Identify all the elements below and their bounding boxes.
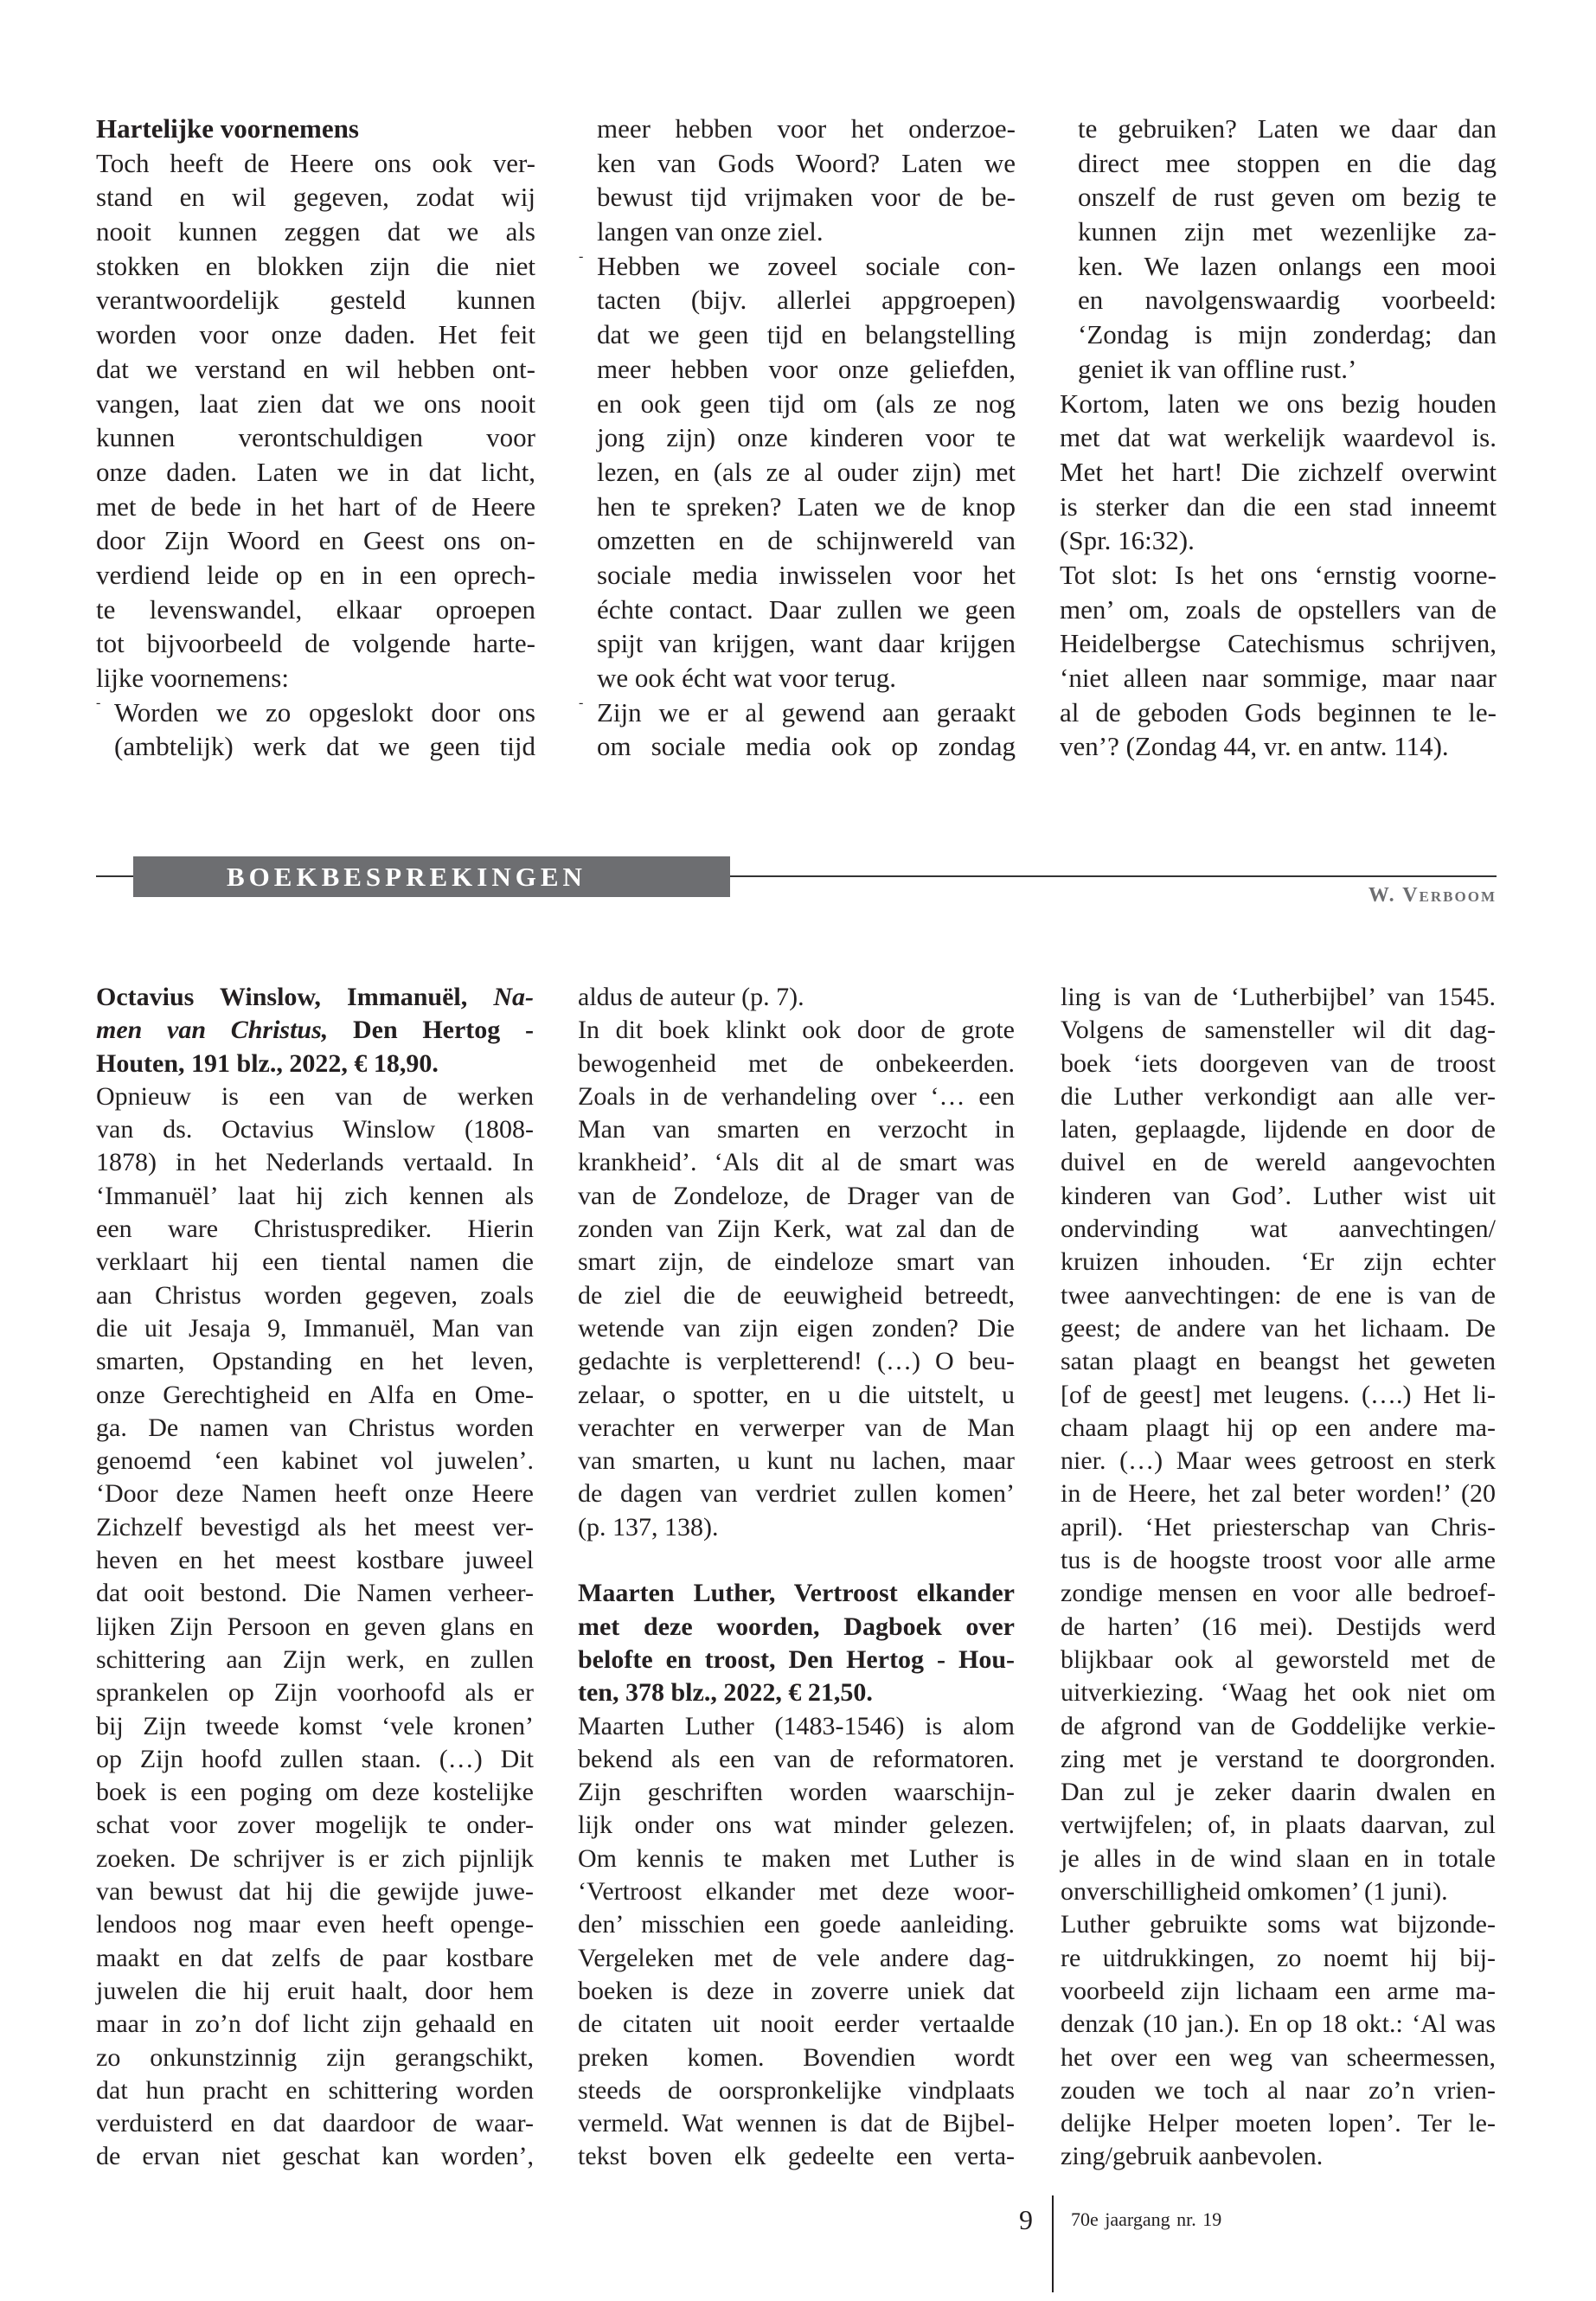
text-line: ga. De namen van Christus worden: [96, 1413, 534, 1442]
text-line: kunnen zijn met wezenlijke za-: [1078, 216, 1497, 247]
text-line: Zoals in de verhandeling over ‘… een: [578, 1081, 1015, 1111]
text-line: 1878) in het Nederlands vertaald. In: [96, 1148, 534, 1177]
text-line: ‘Zondag is mijn zonderdag; dan: [1078, 319, 1497, 350]
text-line: [96, 981, 534, 1014]
spacer: [578, 1544, 1015, 1577]
text-line: vertwijfelen; of, in plaats daarvan, zul: [1061, 1811, 1496, 1840]
text-line: bij Zijn tweede komst ‘vele kronen’: [96, 1711, 534, 1740]
paragraph: [1060, 112, 1497, 387]
text-line: worden voor onze daden. Het feit: [96, 319, 535, 350]
text-line: Kortom, laten we ons bezig houden: [1060, 388, 1497, 419]
text-line: spijt van krijgen, want daar krijgen: [597, 628, 1016, 659]
text-line: preken komen. Bovendien wordt: [578, 2042, 1015, 2072]
text-line: [of de geest] met leugens. (….) Het li-: [1061, 1380, 1496, 1409]
text-line: lendoos nog maar even heeft openge-: [96, 1910, 534, 1939]
text-line: zo onkunstzinnig zijn gerangschikt,: [96, 2042, 534, 2072]
text-line: bewogenheid met de onbekeerden.: [578, 1048, 1015, 1078]
text-line: te levenswandel, elkaar oproepen: [96, 593, 535, 625]
text-line: verdiend leide op en in een oprech-: [96, 559, 535, 590]
text-line: Houten, 191 blz., 2022, € 18,90.: [96, 1048, 439, 1078]
text-line: direct mee stoppen en die dag: [1078, 147, 1497, 178]
text-line: omzetten en de schijnwereld van: [597, 525, 1016, 556]
text-line: Tot slot: Is het ons ‘ernstig voorne-: [1060, 559, 1497, 590]
text-line: Hebben we zoveel sociale con-: [597, 250, 1016, 281]
text-line: Opnieuw is een van de werken: [96, 1081, 534, 1111]
paragraph: [579, 112, 1016, 249]
text-line: die Luther verkondigt aan alle ver-: [1061, 1081, 1496, 1111]
text-line: zouden we toch al naar zo’n vrien-: [1061, 2075, 1496, 2105]
text-line: meer hebben voor onze geliefden,: [597, 353, 1016, 384]
review-column-1: [96, 981, 534, 2174]
text-line: satan plaagt en beangst het geweten: [1061, 1347, 1496, 1376]
text-line: belofte en troost, Den Hertog - Hou-: [578, 1644, 1015, 1674]
text-line: Zijn we er al gewend aan geraakt: [597, 696, 1016, 727]
text-line: Zichzelf bevestigd als het meest ver-: [96, 1512, 534, 1541]
text-line: stand en wil gegeven, zodat wij: [96, 182, 535, 213]
text-line: juwelen die hij eruit haalt, door hem: [96, 1976, 534, 2005]
text-line: Worden we zo opgeslokt door ons: [114, 696, 535, 727]
section-title-band: BOEKBESPREKINGEN: [133, 856, 730, 897]
text-line: de harten’ (16 mei). Destijds werd: [1061, 1612, 1496, 1641]
text-line: ten, 378 blz., 2022, € 21,50.: [578, 1678, 873, 1708]
article-column-1: [96, 112, 535, 764]
heading: [96, 981, 534, 1080]
text-line: Maarten Luther, Vertroost elkander: [578, 1579, 1015, 1608]
text-line: zondige mensen en voor alle bedroef-: [1061, 1579, 1496, 1608]
text-line: om sociale media ook op zondag: [597, 731, 1016, 762]
paragraph: [1060, 387, 1497, 558]
text-line: tus is de hoogste troost voor alle arme: [1061, 1546, 1496, 1575]
text-line: heven en het meest kostbare juweel: [96, 1546, 534, 1575]
page-number: 9: [1019, 2204, 1033, 2235]
text-line: Volgens de samensteller wil dit dag-: [1061, 1016, 1496, 1045]
text-line: en ook geen tijd om (als ze nog: [597, 388, 1016, 419]
text-line: smart zijn, de eindeloze smart van: [578, 1247, 1015, 1277]
text-line: krankheid’. ‘Als dit al de smart was: [578, 1148, 1015, 1177]
italic-title-segment: men van Christus,: [96, 1016, 329, 1045]
text-line: dat we geen tijd en belangstelling: [597, 319, 1016, 350]
article-column-3: [1060, 112, 1497, 764]
text-segment: Octavius Winslow, Immanuël,: [96, 983, 494, 1011]
italic-title-segment: Na-: [493, 983, 534, 1011]
text-line: lijken Zijn Persoon en geven glans en: [96, 1612, 534, 1641]
heading: [96, 112, 535, 146]
text-segment: Den Hertog -: [328, 1016, 534, 1045]
text-line: kinderen van God’. Luther wist uit: [1061, 1181, 1496, 1210]
text-line: sprankelen op Zijn voorhoofd als er: [96, 1678, 534, 1708]
text-line: Luther gebruikte soms wat bijzonde-: [1061, 1910, 1496, 1939]
text-line: vangen, laat zien dat we ons nooit: [96, 388, 535, 419]
text-line: dat ooit bestond. Die Namen verheer-: [96, 1579, 534, 1608]
text-line: nooit kunnen zeggen dat we als: [96, 216, 535, 247]
text-line: maar in zo’n dof licht zijn gehaald en: [96, 2009, 534, 2039]
text-line: schittering aan Zijn werk, en zullen: [96, 1644, 534, 1674]
text-line: de afgrond van de Goddelijke verkie-: [1061, 1711, 1496, 1740]
text-line: meer hebben voor het onderzoe-: [597, 113, 1016, 144]
text-line: onze Gerechtigheid en Alfa en Ome-: [96, 1380, 534, 1409]
paragraph: [578, 981, 1015, 1014]
article-column-2: [579, 112, 1016, 764]
text-line: twee aanvechtingen: de ene is van de: [1061, 1280, 1496, 1310]
text-line: langen van onze ziel.: [597, 216, 824, 247]
text-line: Zijn geschriften worden waarschijn-: [578, 1778, 1015, 1807]
text-line: maakt en dat zelfs de paar kostbare: [96, 1943, 534, 1972]
text-line: Met het hart! Die zichzelf overwint: [1060, 456, 1497, 487]
text-line: en navolgenswaardig voorbeeld:: [1078, 285, 1497, 316]
text-line: onze daden. Laten we in dat licht,: [96, 456, 535, 487]
text-line: door Zijn Woord en Geest ons on-: [96, 525, 535, 556]
text-line: duivel en de wereld aangevochten: [1061, 1148, 1496, 1177]
text-line: lijke voornemens:: [96, 663, 289, 693]
paragraph: [578, 1014, 1015, 1544]
text-line: hen te spreken? Laten we de knop: [597, 490, 1016, 522]
paragraph: [1061, 1908, 1496, 2173]
text-line: jong zijn) onze kinderen voor te: [597, 422, 1016, 453]
text-line: de citaten uit nooit eerder vertaalde: [578, 2009, 1015, 2039]
text-line: we ook écht wat voor terug.: [597, 663, 897, 693]
text-line: boek is een poging om deze kostelijke: [96, 1778, 534, 1807]
text-line: tot bijvoorbeeld de volgende harte-: [96, 628, 535, 659]
text-line: échte contact. Daar zullen we geen: [597, 593, 1016, 625]
text-line: den’ misschien een goede aanleiding.: [578, 1910, 1015, 1939]
text-line: sociale media inwisselen voor het: [597, 559, 1016, 590]
text-line: chaam plaagt hij op een andere ma-: [1061, 1413, 1496, 1442]
text-line: ‘Door deze Namen heeft onze Heere: [96, 1479, 534, 1509]
text-line: een ware Christusprediker. Hierin: [96, 1215, 534, 1244]
text-line: [96, 1014, 534, 1047]
text-line: ven’? (Zondag 44, vr. en antw. 114).: [1060, 731, 1449, 762]
text-line: re uitdrukkingen, zo noemt hij bij-: [1061, 1943, 1496, 1972]
text-line: met de bede in het hart of de Heere: [96, 490, 535, 522]
text-line: geest; de andere van het lichaam. De: [1061, 1313, 1496, 1343]
text-line: aan Christus worden gegeven, zoals: [96, 1280, 534, 1310]
text-line: blijkbaar ook al geworsteld met de: [1061, 1644, 1496, 1674]
text-line: de ervan niet geschat kan worden’,: [96, 2142, 534, 2171]
text-line: men’ om, zoals de opstellers van de: [1060, 593, 1497, 625]
text-line: op Zijn hoofd zullen staan. (…) Dit: [96, 1744, 534, 1773]
text-line: in de Heere, het zal beter worden!’ (20: [1061, 1479, 1496, 1509]
text-line: dat we verstand en wil hebben ont-: [96, 353, 535, 384]
text-line: aldus de auteur (p. 7).: [578, 983, 804, 1011]
text-line: wetende van zijn eigen zonden? Die: [578, 1313, 1015, 1343]
text-line: zing met je verstand te doorgronden.: [1061, 1744, 1496, 1773]
text-line: van bewust dat hij die gewijde juwe-: [96, 1877, 534, 1907]
text-line: de ziel die de eeuwigheid betreedt,: [578, 1280, 1015, 1310]
bullet-item: [579, 249, 1016, 695]
text-line: verantwoordelijk gesteld kunnen: [96, 285, 535, 316]
footer-divider: [1052, 2195, 1054, 2292]
text-line: zoeken. De schrijver is er zich pijnlijk: [96, 1843, 534, 1873]
text-line: bekend als een van de reformatoren.: [578, 1744, 1015, 1773]
paragraph: [1061, 981, 1496, 1908]
text-line: In dit boek klinkt ook door de grote: [578, 1016, 1015, 1045]
issue-info: 70e jaargang nr. 19: [1071, 2208, 1222, 2230]
text-line: dat hun pracht en schittering worden: [96, 2075, 534, 2105]
text-line: ‘Immanuël’ laat hij zich kennen als: [96, 1181, 534, 1210]
text-line: delijke Helper moeten lopen’. Ter le-: [1061, 2109, 1496, 2138]
text-line: ken van Gods Woord? Laten we: [597, 147, 1016, 178]
text-line: al de geboden Gods beginnen te le-: [1060, 696, 1497, 727]
text-line: Toch heeft de Heere ons ook ver-: [96, 147, 535, 178]
text-line: stokken en blokken zijn die niet: [96, 250, 535, 281]
text-line: nier. (…) Maar wees getroost en sterk: [1061, 1446, 1496, 1476]
paragraph: [96, 146, 535, 695]
text-line: uitverkiezing. ‘Waag het ook niet om: [1061, 1678, 1496, 1708]
text-line: boeken is deze in zoverre uniek dat: [578, 1976, 1015, 2005]
bullet-item: [96, 695, 535, 764]
text-line: voorbeeld zijn lichaam een arme ma-: [1061, 1976, 1496, 2005]
text-line: lijk onder ons wat minder gelezen.: [578, 1811, 1015, 1840]
section-author: W. Verboom: [1368, 884, 1497, 907]
text-line: genoemd ‘een kabinet vol juwelen’.: [96, 1446, 534, 1476]
text-line: schat voor zover mogelijk te onder-: [96, 1811, 534, 1840]
text-line: smarten, Opstanding en het leven,: [96, 1347, 534, 1376]
text-line: ling is van de ‘Lutherbijbel’ van 1545.: [1061, 983, 1496, 1011]
text-line: geniet ik van offline rust.’: [1078, 353, 1357, 384]
bullet-dash: -: [96, 695, 101, 710]
text-line: met dat wat werkelijk waardevol is.: [1060, 422, 1497, 453]
text-line: ken. We lazen onlangs een mooi: [1078, 250, 1497, 281]
text-line: Heidelbergse Catechismus schrijven,: [1060, 628, 1497, 659]
text-line: Vergeleken met de vele andere dag-: [578, 1943, 1015, 1972]
review-column-3: [1061, 981, 1496, 2174]
text-line: laten, geplaagde, lijdende en door de: [1061, 1115, 1496, 1144]
text-line: onszelf de rust geven om bezig te: [1078, 182, 1497, 213]
text-line: gedachte is verpletterend! (…) O beu-: [578, 1347, 1015, 1376]
text-line: Maarten Luther (1483-1546) is alom: [578, 1711, 1015, 1740]
text-line: van ds. Octavius Winslow (1808-: [96, 1115, 534, 1144]
text-line: Hartelijke voornemens: [96, 113, 359, 144]
text-line: zonden van Zijn Kerk, wat zal dan de: [578, 1215, 1015, 1244]
text-line: tacten (bijv. allerlei appgroepen): [597, 285, 1016, 316]
bullet-dash: -: [579, 248, 584, 264]
text-line: (ambtelijk) werk dat we geen tijd: [114, 731, 535, 762]
text-line: het over een weg van scheermessen,: [1061, 2042, 1496, 2072]
text-line: bewust tijd vrijmaken voor de be-: [597, 182, 1016, 213]
text-line: kunnen verontschuldigen voor: [96, 422, 535, 453]
text-line: verduisterd en dat daardoor de waar-: [96, 2109, 534, 2138]
paragraph: [96, 1080, 534, 2174]
text-line: is sterker dan die een stad inneemt: [1060, 490, 1497, 522]
text-line: kruizen inhouden. ‘Er zijn echter: [1061, 1247, 1496, 1277]
text-line: (Spr. 16:32).: [1060, 525, 1195, 556]
text-line: vermeld. Wat wennen is dat de Bijbel-: [578, 2109, 1015, 2138]
paragraph: [578, 1710, 1015, 2174]
text-line: Dan zul je zeker daarin dwalen en: [1061, 1778, 1496, 1807]
paragraph: [1060, 558, 1497, 764]
text-line: Man van smarten en verzocht in: [578, 1115, 1015, 1144]
heading: [578, 1577, 1015, 1709]
text-line: april). ‘Het priesterschap van Chris-: [1061, 1512, 1496, 1541]
text-line: die uit Jesaja 9, Immanuël, Man van: [96, 1313, 534, 1343]
text-line: steeds de oorspronkelijke vindplaats: [578, 2075, 1015, 2105]
text-line: je alles in de wind slaan en in totale: [1061, 1843, 1496, 1873]
text-line: ondervinding wat aanvechtingen/: [1061, 1215, 1496, 1244]
bullet-item: [579, 695, 1016, 764]
review-column-2: [578, 981, 1015, 2174]
text-line: van de Zondeloze, de Drager van de: [578, 1181, 1015, 1210]
text-line: van smarten, u kunt nu lachen, maar: [578, 1446, 1015, 1476]
text-line: tekst boven elk gedeelte een verta-: [578, 2142, 1015, 2171]
text-line: denzak (10 jan.). En op 18 okt.: ‘Al was: [1061, 2009, 1496, 2039]
text-line: lezen, en (als ze al ouder zijn) met: [597, 456, 1016, 487]
text-line: verklaart hij een tiental namen die: [96, 1247, 534, 1277]
text-line: (p. 137, 138).: [578, 1512, 719, 1541]
text-line: Om kennis te maken met Luther is: [578, 1843, 1015, 1873]
text-line: te gebruiken? Laten we daar dan: [1078, 113, 1497, 144]
text-line: de dagen van verdriet zullen komen’: [578, 1479, 1015, 1509]
text-line: zelaar, o spotter, en u die uitstelt, u: [578, 1380, 1015, 1409]
text-line: onverschilligheid omkomen’ (1 juni).: [1061, 1877, 1448, 1907]
text-line: zing/gebruik aanbevolen.: [1061, 2142, 1324, 2171]
text-line: ‘Vertroost elkander met deze woor-: [578, 1877, 1015, 1907]
text-line: boek ‘iets doorgeven van de troost: [1061, 1048, 1496, 1078]
text-line: verachter en verwerper van de Man: [578, 1413, 1015, 1442]
text-line: ‘niet alleen naar sommige, maar naar: [1060, 663, 1497, 693]
bullet-dash: -: [579, 695, 584, 710]
text-line: met deze woorden, Dagboek over: [578, 1612, 1015, 1641]
